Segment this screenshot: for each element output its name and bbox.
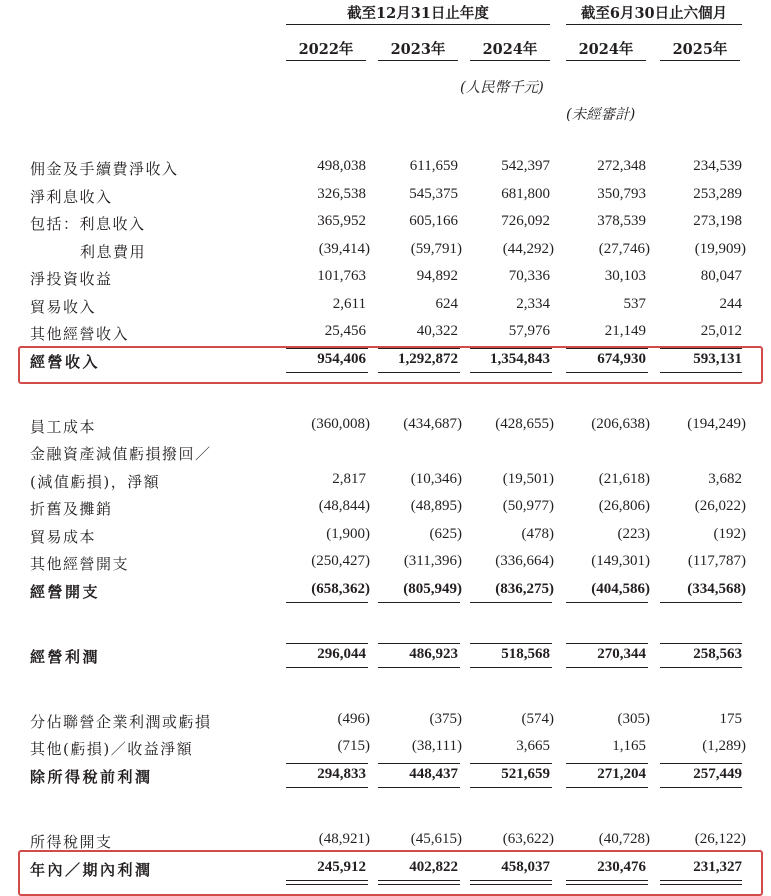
cell-value: 624 — [435, 296, 458, 312]
rule-below — [378, 787, 460, 788]
cell-value: (45,615) — [410, 831, 462, 847]
row-label: 除所得稅前利潤 — [30, 768, 153, 786]
rule-above — [660, 348, 742, 349]
cell-value: 40,322 — [416, 323, 458, 339]
rule-below — [566, 667, 648, 668]
cell-value: (574) — [521, 711, 554, 727]
cell-value: 1,354,843 — [490, 351, 550, 367]
rule-above — [470, 643, 552, 644]
rule-above — [470, 763, 552, 764]
cell-value: 1,165 — [612, 738, 646, 754]
cell-value: 458,037 — [501, 859, 550, 875]
rule-below — [378, 602, 460, 603]
rule-above — [286, 643, 368, 644]
row-label: 利息費用 — [80, 243, 147, 261]
rule-above — [286, 348, 368, 349]
year-header-0: 2022年 — [298, 41, 354, 58]
cell-value: 2,817 — [332, 471, 366, 487]
cell-value: (625) — [429, 526, 462, 542]
cell-value: (478) — [521, 526, 554, 542]
rule-below — [286, 372, 368, 373]
double-rule-below — [470, 880, 552, 885]
cell-value: 486,923 — [409, 646, 458, 662]
year-rule-1 — [378, 60, 458, 61]
cell-value: (223) — [617, 526, 650, 542]
cell-value: 542,397 — [501, 158, 550, 174]
cell-value: 518,568 — [501, 646, 550, 662]
cell-value: 101,763 — [317, 268, 366, 284]
cell-value: (19,501) — [502, 471, 554, 487]
row-label: 折舊及攤銷 — [30, 500, 113, 518]
rule-below — [660, 787, 742, 788]
cell-value: 25,456 — [324, 323, 366, 339]
rule-above — [378, 643, 460, 644]
cell-value: (48,921) — [318, 831, 370, 847]
year-rule-0 — [286, 60, 366, 61]
cell-value: (149,301) — [591, 553, 650, 569]
cell-value: 272,348 — [597, 158, 646, 174]
double-rule-below — [660, 880, 742, 885]
cell-value: (206,638) — [591, 416, 650, 432]
cell-value: 294,833 — [317, 766, 366, 782]
rule-below — [470, 667, 552, 668]
cell-value: (40,728) — [598, 831, 650, 847]
cell-value: 273,198 — [693, 213, 742, 229]
year-rule-3 — [566, 60, 646, 61]
row-label: 其他經營收入 — [30, 325, 130, 343]
cell-value: (59,791) — [410, 241, 462, 257]
rule-below — [566, 372, 648, 373]
cell-value: (192) — [713, 526, 746, 542]
row-label: 經營收入 — [30, 353, 101, 371]
cell-value: 80,047 — [700, 268, 742, 284]
cell-value: 57,976 — [508, 323, 550, 339]
rule-above — [470, 348, 552, 349]
cell-value: (26,122) — [694, 831, 746, 847]
cell-value: 726,092 — [501, 213, 550, 229]
cell-value: 230,476 — [597, 859, 646, 875]
cell-value: 296,044 — [317, 646, 366, 662]
cell-value: (360,008) — [311, 416, 370, 432]
row-label: 佣金及手續費淨收入 — [30, 160, 179, 178]
double-rule-below — [566, 880, 648, 885]
row-label: 貿易收入 — [30, 298, 97, 316]
cell-value: (805,949) — [403, 581, 462, 597]
cell-value: 521,659 — [501, 766, 550, 782]
cell-value: (311,396) — [403, 553, 462, 569]
row-label: 其他經營開支 — [30, 555, 130, 573]
cell-value: 271,204 — [597, 766, 646, 782]
cell-value: 231,327 — [693, 859, 742, 875]
row-label: 分佔聯營企業利潤或虧損 — [30, 713, 212, 731]
cell-value: 681,800 — [501, 186, 550, 202]
cell-value: 674,930 — [597, 351, 646, 367]
cell-value: (1,289) — [702, 738, 746, 754]
cell-value: (117,787) — [687, 553, 746, 569]
cell-value: (21,618) — [598, 471, 650, 487]
cell-value: 545,375 — [409, 186, 458, 202]
cell-value: (26,806) — [598, 498, 650, 514]
row-label: 所得稅開支 — [30, 833, 113, 851]
cell-value: (496) — [337, 711, 370, 727]
cell-value: (63,622) — [502, 831, 554, 847]
cell-value: (38,111) — [411, 738, 462, 754]
rule-below — [566, 787, 648, 788]
cell-value: (48,844) — [318, 498, 370, 514]
rule-below — [286, 602, 368, 603]
cell-value: 70,336 — [508, 268, 550, 284]
cell-value: (194,249) — [687, 416, 746, 432]
cell-value: (50,977) — [502, 498, 554, 514]
cell-value: 611,659 — [409, 158, 458, 174]
cell-value: (375) — [429, 711, 462, 727]
cell-value: 954,406 — [317, 351, 366, 367]
unit-note: (人民幣千元) — [460, 80, 544, 96]
cell-value: 605,166 — [409, 213, 458, 229]
cell-value: (334,568) — [687, 581, 746, 597]
unaudited-note: (未經審計) — [566, 107, 636, 123]
cell-value: (836,275) — [495, 581, 554, 597]
cell-value: (250,427) — [311, 553, 370, 569]
row-label: 淨利息收入 — [30, 188, 113, 206]
year-rule-2 — [470, 60, 550, 61]
header-annual-rule — [286, 24, 550, 25]
header-interim-rule — [566, 24, 742, 25]
cell-value: (44,292) — [502, 241, 554, 257]
row-label: 金融資產減值虧損撥回／ — [30, 445, 212, 463]
cell-value: 498,038 — [317, 158, 366, 174]
rule-above — [566, 348, 648, 349]
row-label: 包括：利息收入 — [30, 215, 146, 233]
cell-value: 537 — [623, 296, 646, 312]
cell-value: (305) — [617, 711, 650, 727]
cell-value: 234,539 — [693, 158, 742, 174]
cell-value: (434,687) — [403, 416, 462, 432]
row-label: 年內／期內利潤 — [30, 861, 153, 879]
year-rule-4 — [660, 60, 740, 61]
cell-value: 244 — [719, 296, 742, 312]
rule-above — [566, 643, 648, 644]
cell-value: 448,437 — [409, 766, 458, 782]
cell-value: 350,793 — [597, 186, 646, 202]
year-header-1: 2023年 — [390, 41, 446, 58]
cell-value: 365,952 — [317, 213, 366, 229]
cell-value: (48,895) — [410, 498, 462, 514]
cell-value: (27,746) — [598, 241, 650, 257]
cell-value: 593,131 — [693, 351, 742, 367]
row-label: (減值虧損)，淨額 — [30, 473, 161, 491]
cell-value: (10,346) — [410, 471, 462, 487]
rule-below — [378, 667, 460, 668]
rule-below — [470, 602, 552, 603]
cell-value: 402,822 — [409, 859, 458, 875]
rule-above — [378, 348, 460, 349]
year-header-3: 2024年 — [578, 41, 634, 58]
double-rule-below — [378, 880, 460, 885]
cell-value: 2,611 — [332, 296, 366, 312]
rule-above — [566, 763, 648, 764]
header-interim-group: 截至6月30日止六個月 — [580, 5, 728, 22]
cell-value: (39,414) — [318, 241, 370, 257]
row-label: 貿易成本 — [30, 528, 97, 546]
rule-above — [286, 763, 368, 764]
rule-above — [660, 643, 742, 644]
row-label: 淨投資收益 — [30, 270, 113, 288]
cell-value: (1,900) — [326, 526, 370, 542]
cell-value: (336,664) — [495, 553, 554, 569]
cell-value: (658,362) — [311, 581, 370, 597]
cell-value: 253,289 — [693, 186, 742, 202]
row-label: 經營利潤 — [30, 648, 101, 666]
cell-value: 30,103 — [604, 268, 646, 284]
cell-value: (26,022) — [694, 498, 746, 514]
cell-value: 3,665 — [516, 738, 550, 754]
cell-value: 94,892 — [416, 268, 458, 284]
cell-value: (404,586) — [591, 581, 650, 597]
cell-value: 1,292,872 — [398, 351, 458, 367]
cell-value: 175 — [719, 711, 742, 727]
cell-value: 25,012 — [700, 323, 742, 339]
cell-value: (715) — [337, 738, 370, 754]
rule-above — [660, 763, 742, 764]
header-annual-group: 截至12月31日止年度 — [347, 5, 489, 22]
cell-value: 3,682 — [708, 471, 742, 487]
cell-value: 21,149 — [604, 323, 646, 339]
rule-below — [470, 787, 552, 788]
rule-below — [378, 372, 460, 373]
cell-value: 378,539 — [597, 213, 646, 229]
row-label: 員工成本 — [30, 418, 97, 436]
rule-below — [566, 602, 648, 603]
cell-value: (428,655) — [495, 416, 554, 432]
cell-value: 245,912 — [317, 859, 366, 875]
double-rule-below — [286, 880, 368, 885]
cell-value: 257,449 — [693, 766, 742, 782]
cell-value: 270,344 — [597, 646, 646, 662]
cell-value: 258,563 — [693, 646, 742, 662]
cell-value: 2,334 — [516, 296, 550, 312]
cell-value: (19,909) — [694, 241, 746, 257]
row-label: 經營開支 — [30, 583, 101, 601]
rule-below — [660, 667, 742, 668]
rule-below — [660, 602, 742, 603]
rule-above — [378, 763, 460, 764]
rule-below — [286, 667, 368, 668]
cell-value: 326,538 — [317, 186, 366, 202]
year-header-4: 2025年 — [672, 41, 728, 58]
rule-below — [286, 787, 368, 788]
rule-below — [660, 372, 742, 373]
year-header-2: 2024年 — [482, 41, 538, 58]
row-label: 其他(虧損)／收益淨額 — [30, 740, 194, 758]
rule-below — [470, 372, 552, 373]
